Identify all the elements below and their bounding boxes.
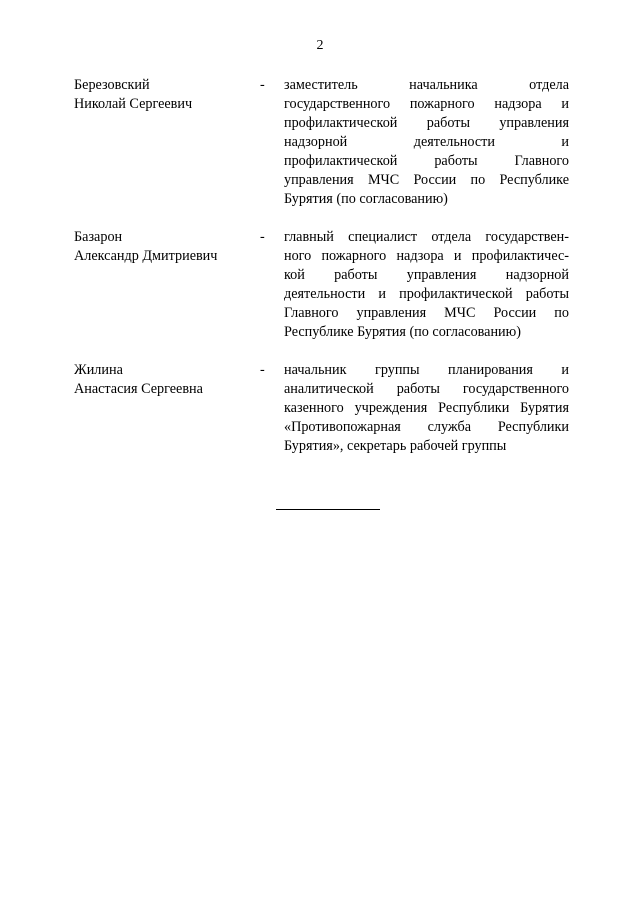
role-line: деятельности и профилактической работы <box>284 286 569 302</box>
role-line: государственного пожарного надзора и <box>284 96 569 112</box>
role-line: кой работы управления надзорной <box>284 267 569 283</box>
page-number: 2 <box>316 38 324 53</box>
member-role <box>284 228 569 342</box>
role-line: «Противопожарная служба Республики <box>284 419 569 435</box>
role-line: казенного учреждения Республики Бурятия <box>284 400 569 416</box>
member-name <box>74 361 260 399</box>
role-line: надзорной деятельности и <box>284 134 569 150</box>
member-name <box>74 76 260 114</box>
member-surname: Жилина <box>74 362 123 378</box>
role-line: Республике Бурятия (по согласованию) <box>284 324 521 340</box>
role-line: ного пожарного надзора и профилактичес- <box>284 248 569 264</box>
role-line: аналитической работы государственного <box>284 381 569 397</box>
working-group-member-list <box>74 76 569 456</box>
separator-dash: - <box>260 77 265 93</box>
member-given-names: Николай Сергеевич <box>74 96 193 112</box>
end-of-list-rule <box>276 509 380 510</box>
role-line: Бурятия (по согласованию) <box>284 191 448 207</box>
member-given-names: Александр Дмитриевич <box>74 248 218 264</box>
role-line: начальник группы планирования и <box>284 362 569 378</box>
separator-dash: - <box>260 362 265 378</box>
role-line: профилактической работы Главного <box>284 153 569 169</box>
role-line: управления МЧС России по Республике <box>284 172 569 188</box>
separator-dash: - <box>260 229 265 245</box>
member-role <box>284 76 569 209</box>
member-entry <box>74 361 569 456</box>
role-line: главный специалист отдела государствен- <box>284 229 569 245</box>
member-surname: Базарон <box>74 229 123 245</box>
member-entry <box>74 228 569 342</box>
role-line: Главного управления МЧС России по <box>284 305 569 321</box>
role-line: Бурятия», секретарь рабочей группы <box>284 438 507 454</box>
role-line: профилактической работы управления <box>284 115 569 131</box>
member-name <box>74 228 260 266</box>
member-given-names: Анастасия Сергеевна <box>74 381 203 397</box>
member-role <box>284 361 569 456</box>
member-entry <box>74 76 569 209</box>
member-surname: Березовский <box>74 77 150 93</box>
role-line: заместитель начальника отдела <box>284 77 569 93</box>
